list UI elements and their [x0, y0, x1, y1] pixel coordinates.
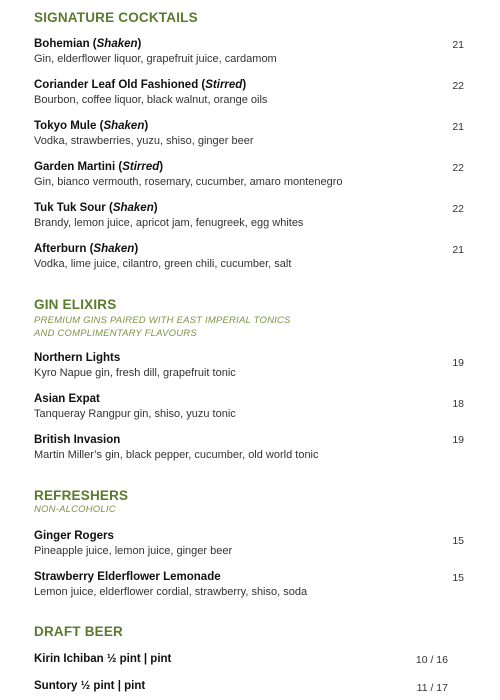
item-name: Bohemian (Shaken) [34, 38, 142, 50]
item-price: 22 [452, 203, 464, 215]
item-price: 15 [452, 572, 464, 584]
prep-method: Stirred [122, 161, 160, 173]
item-name: Coriander Leaf Old Fashioned (Stirred) [34, 79, 247, 91]
item-price: 15 [452, 535, 464, 547]
item-description: Gin, bianco vermouth, rosemary, cucumber, amaro montenegro [34, 176, 343, 188]
item-price: 18 [452, 398, 464, 410]
prep-method: Shaken [112, 202, 154, 214]
item-price: 22 [452, 162, 464, 174]
section-title: GIN ELIXIRS [34, 297, 117, 312]
item-description: Bourbon, coffee liquor, black walnut, orange oils [34, 94, 268, 106]
item-price: 11 / 17 [416, 682, 448, 694]
item-price: 22 [452, 80, 464, 92]
item-name: Northern Lights [34, 352, 121, 364]
item-description: Brandy, lemon juice, apricot jam, fenugreek, egg whites [34, 217, 304, 229]
item-description: Vodka, lime juice, cilantro, green chili, cucumber, salt [34, 258, 292, 270]
menu-item [34, 120, 464, 152]
item-price: 19 [452, 357, 464, 369]
item-description: Pineapple juice, lemon juice, ginger beer [34, 545, 233, 557]
item-name: Tokyo Mule (Shaken) [34, 120, 149, 132]
item-name: Tuk Tuk Sour (Shaken) [34, 202, 158, 214]
section-subtitle: PREMIUM GINS PAIRED WITH EAST IMPERIAL TONICS [34, 315, 291, 326]
menu-item [34, 38, 464, 70]
section-subtitle: NON-ALCOHOLIC [34, 504, 116, 515]
item-price: 10 / 16 [415, 654, 448, 666]
item-name: Strawberry Elderflower Lemonade [34, 571, 221, 583]
menu-item [34, 161, 464, 193]
section-title: DRAFT BEER [34, 624, 123, 639]
prep-method: Shaken [93, 243, 135, 255]
prep-method: Stirred [205, 79, 243, 91]
menu-item [34, 393, 464, 425]
item-price: 21 [452, 39, 464, 51]
item-name: Kirin Ichiban ½ pint | pint [34, 653, 172, 665]
section-title: SIGNATURE COCKTAILS [34, 10, 198, 25]
item-price: 19 [452, 434, 464, 446]
item-price: 21 [452, 121, 464, 133]
item-description: Lemon juice, elderflower cordial, strawberry, shiso, soda [34, 586, 308, 598]
item-description: Martin Miller’s gin, black pepper, cucumber, old world tonic [34, 449, 319, 461]
section-subtitle: AND COMPLIMENTARY FLAVOURS [34, 328, 197, 339]
menu-item [34, 680, 464, 696]
item-name: British Invasion [34, 434, 121, 446]
menu-item [34, 79, 464, 111]
prep-method: Shaken [96, 38, 138, 50]
item-name: Afterburn (Shaken) [34, 243, 139, 255]
menu-item [34, 352, 464, 384]
item-name: Garden Martini (Stirred) [34, 161, 164, 173]
item-description: Gin, elderflower liquor, grapefruit juice, cardamom [34, 53, 277, 65]
menu-item [34, 530, 464, 562]
menu-item [34, 434, 464, 466]
menu-item [34, 243, 464, 275]
menu-item [34, 202, 464, 234]
item-name: Ginger Rogers [34, 530, 114, 542]
item-description: Tanqueray Rangpur gin, shiso, yuzu tonic [34, 408, 236, 420]
item-price: 21 [452, 244, 464, 256]
item-name: Suntory ½ pint | pint [34, 680, 146, 692]
item-description: Vodka, strawberries, yuzu, shiso, ginger beer [34, 135, 254, 147]
section-title: REFRESHERS [34, 488, 129, 503]
menu-item [34, 571, 464, 603]
item-description: Kyro Napue gin, fresh dill, grapefruit tonic [34, 367, 236, 379]
prep-method: Shaken [103, 120, 145, 132]
menu-item [34, 653, 464, 669]
item-name: Asian Expat [34, 393, 100, 405]
